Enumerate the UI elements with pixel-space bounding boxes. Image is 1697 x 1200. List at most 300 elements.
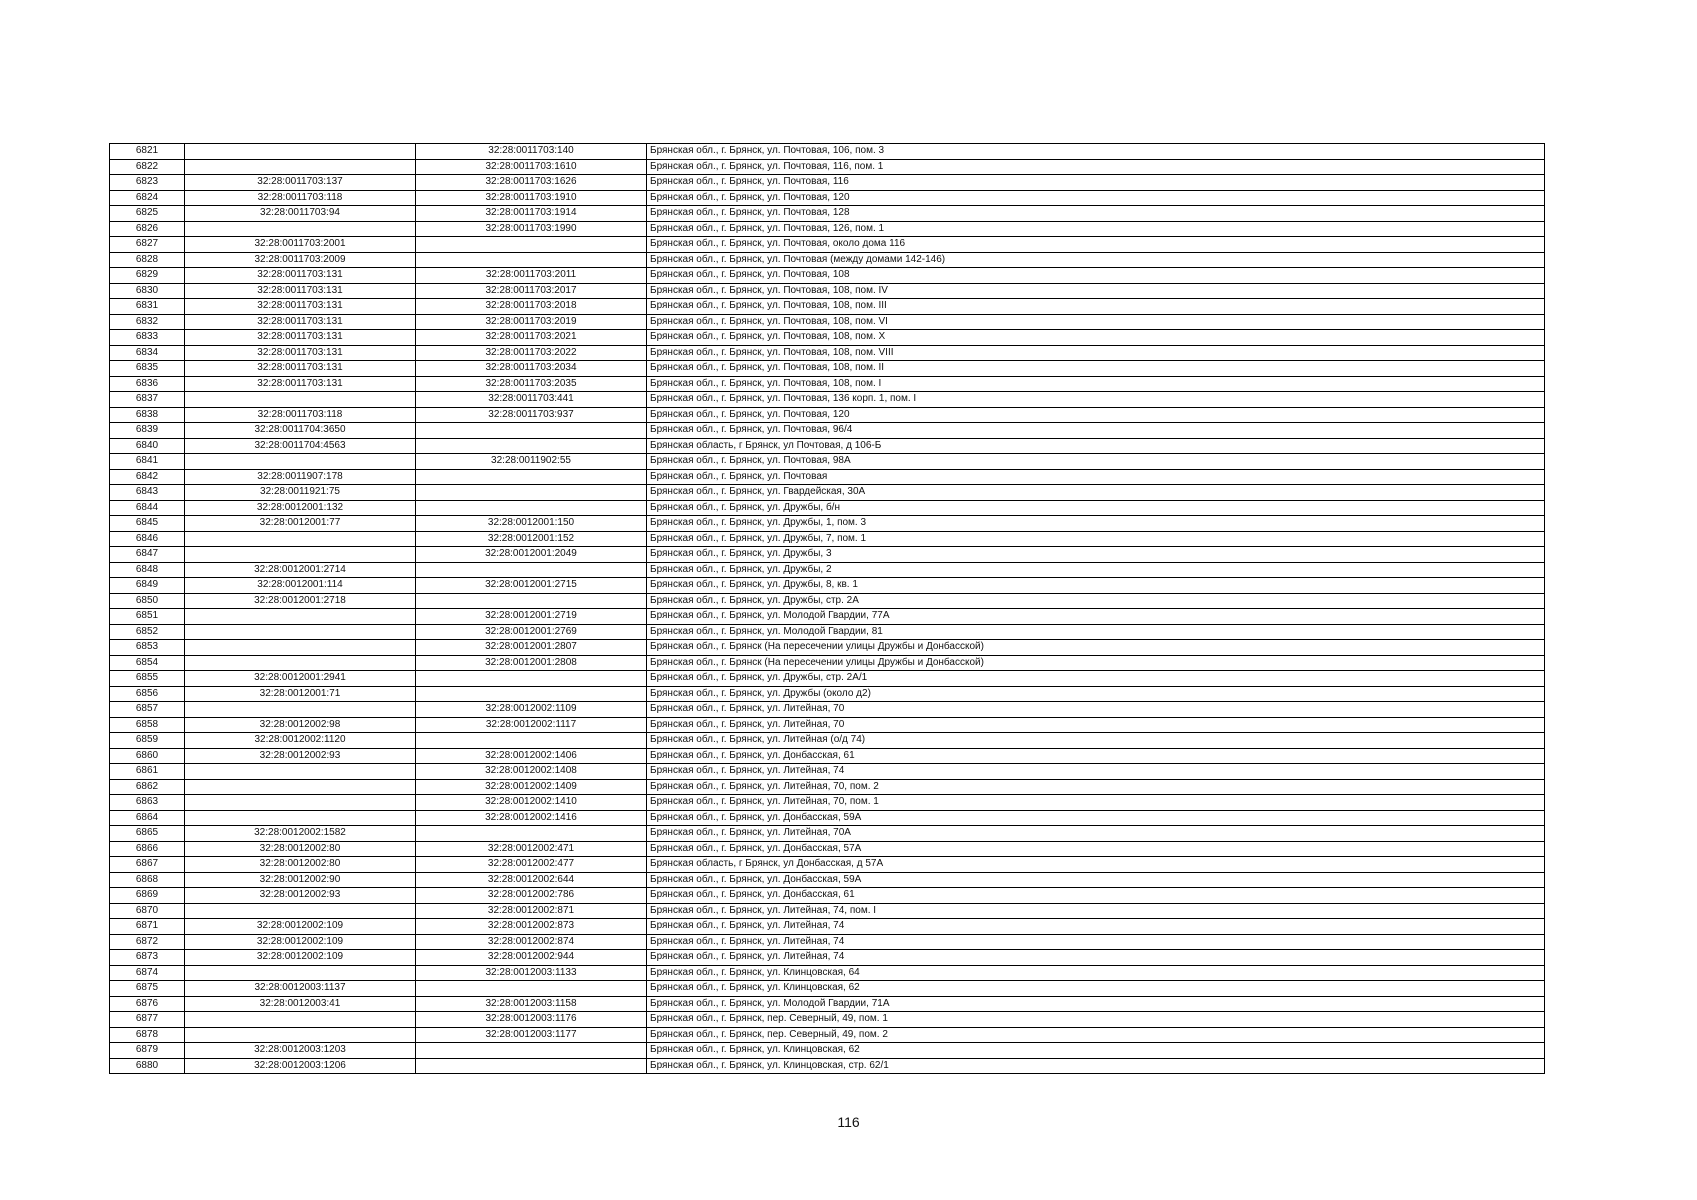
address-cell: Брянская обл., г. Брянск, ул. Дружбы, 3 — [647, 547, 1545, 563]
table-row — [110, 547, 1545, 563]
table-row — [110, 175, 1545, 191]
row-number-cell: 6873 — [110, 950, 185, 966]
object-cadastral-cell: 32:28:0011703:1610 — [416, 159, 647, 175]
row-number-cell: 6864 — [110, 810, 185, 826]
table-row — [110, 516, 1545, 532]
object-cadastral-cell: 32:28:0012001:2049 — [416, 547, 647, 563]
parcel-cadastral-cell: 32:28:0011907:178 — [185, 469, 416, 485]
row-number-cell: 6861 — [110, 764, 185, 780]
object-cadastral-cell: 32:28:0012002:471 — [416, 841, 647, 857]
parcel-cadastral-cell: 32:28:0011703:131 — [185, 268, 416, 284]
object-cadastral-cell — [416, 237, 647, 253]
object-cadastral-cell — [416, 485, 647, 501]
object-cadastral-cell: 32:28:0011703:1910 — [416, 190, 647, 206]
parcel-cadastral-cell: 32:28:0011704:3650 — [185, 423, 416, 439]
address-cell: Брянская обл., г. Брянск, ул. Молодой Гвардии, 77А — [647, 609, 1545, 625]
row-number-cell: 6835 — [110, 361, 185, 377]
address-cell: Брянская обл., г. Брянск (На пересечении улицы Дружбы и Донбасской) — [647, 655, 1545, 671]
table-row — [110, 268, 1545, 284]
row-number-cell: 6853 — [110, 640, 185, 656]
table-row — [110, 221, 1545, 237]
table-row — [110, 826, 1545, 842]
table-row — [110, 345, 1545, 361]
row-number-cell: 6869 — [110, 888, 185, 904]
object-cadastral-cell — [416, 686, 647, 702]
table-row — [110, 206, 1545, 222]
table-row — [110, 531, 1545, 547]
object-cadastral-cell: 32:28:0012002:477 — [416, 857, 647, 873]
parcel-cadastral-cell: 32:28:0012002:80 — [185, 857, 416, 873]
table-row — [110, 702, 1545, 718]
row-number-cell: 6849 — [110, 578, 185, 594]
address-cell: Брянская обл., г. Брянск, ул. Литейная, 70, пом. 2 — [647, 779, 1545, 795]
row-number-cell: 6856 — [110, 686, 185, 702]
row-number-cell: 6823 — [110, 175, 185, 191]
object-cadastral-cell — [416, 469, 647, 485]
address-cell: Брянская обл., г. Брянск, ул. Клинцовская, 62 — [647, 981, 1545, 997]
page-number: 116 — [837, 1114, 860, 1130]
parcel-cadastral-cell — [185, 159, 416, 175]
parcel-cadastral-cell — [185, 779, 416, 795]
address-cell: Брянская обл., г. Брянск, ул. Почтовая, 108, пом. X — [647, 330, 1545, 346]
row-number-cell: 6828 — [110, 252, 185, 268]
table-row — [110, 609, 1545, 625]
address-cell: Брянская область, г Брянск, ул Почтовая, д 106-Б — [647, 438, 1545, 454]
parcel-cadastral-cell: 32:28:0011921:75 — [185, 485, 416, 501]
object-cadastral-cell: 32:28:0012001:152 — [416, 531, 647, 547]
object-cadastral-cell: 32:28:0011703:2018 — [416, 299, 647, 315]
object-cadastral-cell: 32:28:0011703:1626 — [416, 175, 647, 191]
row-number-cell: 6855 — [110, 671, 185, 687]
address-cell: Брянская обл., г. Брянск, ул. Почтовая (между домами 142-146) — [647, 252, 1545, 268]
row-number-cell: 6857 — [110, 702, 185, 718]
row-number-cell: 6836 — [110, 376, 185, 392]
object-cadastral-cell: 32:28:0012003:1177 — [416, 1027, 647, 1043]
row-number-cell: 6870 — [110, 903, 185, 919]
table-row — [110, 330, 1545, 346]
row-number-cell: 6829 — [110, 268, 185, 284]
parcel-cadastral-cell: 32:28:0011703:131 — [185, 361, 416, 377]
row-number-cell: 6880 — [110, 1058, 185, 1074]
row-number-cell: 6872 — [110, 934, 185, 950]
table-row — [110, 392, 1545, 408]
address-cell: Брянская обл., г. Брянск, ул. Молодой Гвардии, 81 — [647, 624, 1545, 640]
table-row — [110, 624, 1545, 640]
table-row — [110, 764, 1545, 780]
row-number-cell: 6852 — [110, 624, 185, 640]
table-row — [110, 252, 1545, 268]
address-cell: Брянская обл., г. Брянск, ул. Почтовая, 108, пом. VI — [647, 314, 1545, 330]
row-number-cell: 6875 — [110, 981, 185, 997]
parcel-cadastral-cell — [185, 531, 416, 547]
parcel-cadastral-cell: 32:28:0011703:118 — [185, 407, 416, 423]
object-cadastral-cell: 32:28:0012001:150 — [416, 516, 647, 532]
parcel-cadastral-cell — [185, 810, 416, 826]
table-row — [110, 299, 1545, 315]
object-cadastral-cell: 32:28:0011703:1990 — [416, 221, 647, 237]
object-cadastral-cell — [416, 981, 647, 997]
parcel-cadastral-cell — [185, 454, 416, 470]
row-number-cell: 6824 — [110, 190, 185, 206]
object-cadastral-cell: 32:28:0011703:2011 — [416, 268, 647, 284]
table-row — [110, 655, 1545, 671]
parcel-cadastral-cell: 32:28:0012003:1203 — [185, 1043, 416, 1059]
row-number-cell: 6839 — [110, 423, 185, 439]
object-cadastral-cell — [416, 1043, 647, 1059]
object-cadastral-cell: 32:28:0012002:944 — [416, 950, 647, 966]
table-row — [110, 919, 1545, 935]
table-row — [110, 314, 1545, 330]
table-row — [110, 779, 1545, 795]
address-cell: Брянская обл., г. Брянск, ул. Почтовая, 106, пом. 3 — [647, 144, 1545, 160]
address-cell: Брянская обл., г. Брянск, ул. Клинцовская, 62 — [647, 1043, 1545, 1059]
parcel-cadastral-cell: 32:28:0011703:131 — [185, 376, 416, 392]
row-number-cell: 6832 — [110, 314, 185, 330]
object-cadastral-cell: 32:28:0012002:1408 — [416, 764, 647, 780]
object-cadastral-cell: 32:28:0012002:1406 — [416, 748, 647, 764]
table-row — [110, 562, 1545, 578]
object-cadastral-cell: 32:28:0012003:1158 — [416, 996, 647, 1012]
parcel-cadastral-cell: 32:28:0011703:131 — [185, 314, 416, 330]
address-cell: Брянская обл., г. Брянск, ул. Почтовая, 116 — [647, 175, 1545, 191]
table-row — [110, 1027, 1545, 1043]
object-cadastral-cell — [416, 593, 647, 609]
object-cadastral-cell: 32:28:0012001:2719 — [416, 609, 647, 625]
object-cadastral-cell: 32:28:0012002:1109 — [416, 702, 647, 718]
parcel-cadastral-cell — [185, 144, 416, 160]
row-number-cell: 6844 — [110, 500, 185, 516]
parcel-cadastral-cell — [185, 795, 416, 811]
row-number-cell: 6842 — [110, 469, 185, 485]
table-row — [110, 469, 1545, 485]
row-number-cell: 6843 — [110, 485, 185, 501]
table-row — [110, 1043, 1545, 1059]
address-cell: Брянская обл., г. Брянск, ул. Литейная, 70, пом. 1 — [647, 795, 1545, 811]
object-cadastral-cell: 32:28:0012002:873 — [416, 919, 647, 935]
parcel-cadastral-cell — [185, 609, 416, 625]
address-cell: Брянская обл., г. Брянск, ул. Клинцовская, 64 — [647, 965, 1545, 981]
table-row — [110, 671, 1545, 687]
address-cell: Брянская обл., г. Брянск, ул. Литейная, 74 — [647, 934, 1545, 950]
parcel-cadastral-cell — [185, 965, 416, 981]
parcel-cadastral-cell: 32:28:0011703:118 — [185, 190, 416, 206]
address-cell: Брянская обл., г. Брянск, ул. Донбасская, 61 — [647, 888, 1545, 904]
table-row — [110, 593, 1545, 609]
address-cell: Брянская область, г Брянск, ул Донбасская, д 57А — [647, 857, 1545, 873]
address-cell: Брянская обл., г. Брянск, ул. Дружбы, стр. 2А — [647, 593, 1545, 609]
parcel-cadastral-cell: 32:28:0012001:132 — [185, 500, 416, 516]
address-cell: Брянская обл., г. Брянск, ул. Почтовая, около дома 116 — [647, 237, 1545, 253]
row-number-cell: 6831 — [110, 299, 185, 315]
row-number-cell: 6851 — [110, 609, 185, 625]
parcel-cadastral-cell — [185, 764, 416, 780]
parcel-cadastral-cell: 32:28:0012002:98 — [185, 717, 416, 733]
table-row — [110, 144, 1545, 160]
row-number-cell: 6877 — [110, 1012, 185, 1028]
address-cell: Брянская обл., г. Брянск, ул. Литейная, 74, пом. I — [647, 903, 1545, 919]
address-cell: Брянская обл., г. Брянск, ул. Литейная, 70 — [647, 717, 1545, 733]
object-cadastral-cell: 32:28:0011703:140 — [416, 144, 647, 160]
object-cadastral-cell: 32:28:0012002:786 — [416, 888, 647, 904]
address-cell: Брянская обл., г. Брянск, ул. Почтовая, 126, пом. 1 — [647, 221, 1545, 237]
parcel-cadastral-cell: 32:28:0012003:41 — [185, 996, 416, 1012]
parcel-cadastral-cell: 32:28:0012001:114 — [185, 578, 416, 594]
address-cell: Брянская обл., г. Брянск, ул. Почтовая, 120 — [647, 190, 1545, 206]
parcel-cadastral-cell — [185, 903, 416, 919]
parcel-cadastral-cell: 32:28:0012002:93 — [185, 748, 416, 764]
table-row — [110, 903, 1545, 919]
table-row — [110, 237, 1545, 253]
parcel-cadastral-cell: 32:28:0012002:1120 — [185, 733, 416, 749]
address-cell: Брянская обл., г. Брянск, ул. Гвардейская, 30А — [647, 485, 1545, 501]
table-row — [110, 578, 1545, 594]
parcel-cadastral-cell — [185, 702, 416, 718]
address-cell: Брянская обл., г. Брянск, ул. Почтовая, 116, пом. 1 — [647, 159, 1545, 175]
address-cell: Брянская обл., г. Брянск, ул. Почтовая, 128 — [647, 206, 1545, 222]
object-cadastral-cell — [416, 733, 647, 749]
table-row — [110, 686, 1545, 702]
parcel-cadastral-cell: 32:28:0012001:2714 — [185, 562, 416, 578]
parcel-cadastral-cell: 32:28:0011703:131 — [185, 283, 416, 299]
table-row — [110, 190, 1545, 206]
address-cell: Брянская обл., г. Брянск, ул. Донбасская, 61 — [647, 748, 1545, 764]
parcel-cadastral-cell — [185, 547, 416, 563]
row-number-cell: 6840 — [110, 438, 185, 454]
object-cadastral-cell: 32:28:0012001:2808 — [416, 655, 647, 671]
object-cadastral-cell: 32:28:0012001:2715 — [416, 578, 647, 594]
object-cadastral-cell: 32:28:0011703:2021 — [416, 330, 647, 346]
table-row — [110, 981, 1545, 997]
row-number-cell: 6866 — [110, 841, 185, 857]
table-row — [110, 810, 1545, 826]
address-cell: Брянская обл., г. Брянск, ул. Литейная, 70 — [647, 702, 1545, 718]
object-cadastral-cell — [416, 1058, 647, 1074]
row-number-cell: 6850 — [110, 593, 185, 609]
address-cell: Брянская обл., г. Брянск, ул. Почтовая, 108, пом. I — [647, 376, 1545, 392]
parcel-cadastral-cell: 32:28:0011704:4563 — [185, 438, 416, 454]
table-row — [110, 376, 1545, 392]
row-number-cell: 6868 — [110, 872, 185, 888]
table-row — [110, 872, 1545, 888]
object-cadastral-cell: 32:28:0011703:2019 — [416, 314, 647, 330]
address-cell: Брянская обл., г. Брянск, ул. Почтовая, 136 корп. 1, пом. I — [647, 392, 1545, 408]
table-row — [110, 748, 1545, 764]
address-cell: Брянская обл., г. Брянск, ул. Дружбы (около д2) — [647, 686, 1545, 702]
row-number-cell: 6834 — [110, 345, 185, 361]
parcel-cadastral-cell: 32:28:0012001:2718 — [185, 593, 416, 609]
address-cell: Брянская обл., г. Брянск, пер. Северный, 49, пом. 2 — [647, 1027, 1545, 1043]
address-cell: Брянская обл., г. Брянск, ул. Дружбы, стр. 2А/1 — [647, 671, 1545, 687]
row-number-cell: 6830 — [110, 283, 185, 299]
parcel-cadastral-cell: 32:28:0012001:2941 — [185, 671, 416, 687]
object-cadastral-cell: 32:28:0011703:2035 — [416, 376, 647, 392]
parcel-cadastral-cell — [185, 655, 416, 671]
table-row — [110, 454, 1545, 470]
parcel-cadastral-cell: 32:28:0011703:131 — [185, 345, 416, 361]
table-row — [110, 283, 1545, 299]
row-number-cell: 6859 — [110, 733, 185, 749]
parcel-cadastral-cell: 32:28:0011703:131 — [185, 330, 416, 346]
parcel-cadastral-cell: 32:28:0012002:1582 — [185, 826, 416, 842]
object-cadastral-cell — [416, 423, 647, 439]
row-number-cell: 6837 — [110, 392, 185, 408]
parcel-cadastral-cell: 32:28:0012001:71 — [185, 686, 416, 702]
object-cadastral-cell: 32:28:0012003:1176 — [416, 1012, 647, 1028]
row-number-cell: 6845 — [110, 516, 185, 532]
address-cell: Брянская обл., г. Брянск, ул. Почтовая, 108, пом. VIII — [647, 345, 1545, 361]
table-row — [110, 857, 1545, 873]
address-cell: Брянская обл., г. Брянск, ул. Клинцовская, стр. 62/1 — [647, 1058, 1545, 1074]
row-number-cell: 6863 — [110, 795, 185, 811]
address-cell: Брянская обл., г. Брянск, ул. Почтовая, 120 — [647, 407, 1545, 423]
row-number-cell: 6826 — [110, 221, 185, 237]
object-cadastral-cell: 32:28:0012002:1416 — [416, 810, 647, 826]
table-row — [110, 361, 1545, 377]
address-cell: Брянская обл., г. Брянск, ул. Почтовая, 108, пом. III — [647, 299, 1545, 315]
address-cell: Брянская обл., г. Брянск, ул. Дружбы, 8, кв. 1 — [647, 578, 1545, 594]
parcel-cadastral-cell: 32:28:0012002:90 — [185, 872, 416, 888]
address-cell: Брянская обл., г. Брянск, ул. Почтовая — [647, 469, 1545, 485]
table-row — [110, 717, 1545, 733]
row-number-cell: 6862 — [110, 779, 185, 795]
table-row — [110, 733, 1545, 749]
object-cadastral-cell — [416, 671, 647, 687]
row-number-cell: 6848 — [110, 562, 185, 578]
address-cell: Брянская обл., г. Брянск, ул. Почтовая, 108, пом. II — [647, 361, 1545, 377]
parcel-cadastral-cell: 32:28:0011703:2001 — [185, 237, 416, 253]
parcel-cadastral-cell: 32:28:0011703:131 — [185, 299, 416, 315]
object-cadastral-cell: 32:28:0012002:644 — [416, 872, 647, 888]
row-number-cell: 6865 — [110, 826, 185, 842]
row-number-cell: 6871 — [110, 919, 185, 935]
address-cell: Брянская обл., г. Брянск, ул. Молодой Гвардии, 71А — [647, 996, 1545, 1012]
row-number-cell: 6821 — [110, 144, 185, 160]
parcel-cadastral-cell — [185, 1012, 416, 1028]
row-number-cell: 6825 — [110, 206, 185, 222]
address-cell: Брянская обл., г. Брянск, ул. Литейная, 74 — [647, 919, 1545, 935]
table-row — [110, 485, 1545, 501]
row-number-cell: 6854 — [110, 655, 185, 671]
registry-table — [109, 143, 1545, 1074]
table-row — [110, 407, 1545, 423]
address-cell: Брянская обл., г. Брянск, ул. Литейная, 70А — [647, 826, 1545, 842]
address-cell: Брянская обл., г. Брянск, ул. Донбасская, 59А — [647, 872, 1545, 888]
address-cell: Брянская обл., г. Брянск, ул. Почтовая, 98А — [647, 454, 1545, 470]
address-cell: Брянская обл., г. Брянск, ул. Почтовая, 108 — [647, 268, 1545, 284]
parcel-cadastral-cell: 32:28:0012002:80 — [185, 841, 416, 857]
object-cadastral-cell: 32:28:0012002:1117 — [416, 717, 647, 733]
row-number-cell: 6846 — [110, 531, 185, 547]
address-cell: Брянская обл., г. Брянск, ул. Литейная (о/д 74) — [647, 733, 1545, 749]
table-row — [110, 934, 1545, 950]
object-cadastral-cell: 32:28:0012002:874 — [416, 934, 647, 950]
object-cadastral-cell: 32:28:0011703:441 — [416, 392, 647, 408]
object-cadastral-cell — [416, 252, 647, 268]
row-number-cell: 6879 — [110, 1043, 185, 1059]
object-cadastral-cell: 32:28:0012002:1409 — [416, 779, 647, 795]
table-row — [110, 965, 1545, 981]
table-row — [110, 996, 1545, 1012]
registry-table-body — [110, 144, 1545, 1074]
row-number-cell: 6876 — [110, 996, 185, 1012]
address-cell: Брянская обл., г. Брянск, ул. Дружбы, 7, пом. 1 — [647, 531, 1545, 547]
address-cell: Брянская обл., г. Брянск, пер. Северный, 49, пом. 1 — [647, 1012, 1545, 1028]
parcel-cadastral-cell: 32:28:0012003:1206 — [185, 1058, 416, 1074]
parcel-cadastral-cell — [185, 1027, 416, 1043]
row-number-cell: 6827 — [110, 237, 185, 253]
parcel-cadastral-cell: 32:28:0011703:94 — [185, 206, 416, 222]
table-row — [110, 500, 1545, 516]
parcel-cadastral-cell — [185, 392, 416, 408]
table-row — [110, 423, 1545, 439]
parcel-cadastral-cell: 32:28:0012002:109 — [185, 950, 416, 966]
row-number-cell: 6841 — [110, 454, 185, 470]
table-row — [110, 438, 1545, 454]
object-cadastral-cell — [416, 826, 647, 842]
row-number-cell: 6838 — [110, 407, 185, 423]
address-cell: Брянская обл., г. Брянск, ул. Литейная, 74 — [647, 764, 1545, 780]
table-row — [110, 795, 1545, 811]
object-cadastral-cell — [416, 562, 647, 578]
table-row — [110, 841, 1545, 857]
object-cadastral-cell: 32:28:0011703:1914 — [416, 206, 647, 222]
table-row — [110, 888, 1545, 904]
address-cell: Брянская обл., г. Брянск, ул. Дружбы, 1, пом. 3 — [647, 516, 1545, 532]
object-cadastral-cell: 32:28:0011703:937 — [416, 407, 647, 423]
address-cell: Брянская обл., г. Брянск (На пересечении улицы Дружбы и Донбасской) — [647, 640, 1545, 656]
object-cadastral-cell: 32:28:0012001:2769 — [416, 624, 647, 640]
parcel-cadastral-cell — [185, 624, 416, 640]
parcel-cadastral-cell: 32:28:0012001:77 — [185, 516, 416, 532]
address-cell: Брянская обл., г. Брянск, ул. Донбасская, 59А — [647, 810, 1545, 826]
object-cadastral-cell: 32:28:0011703:2022 — [416, 345, 647, 361]
table-row — [110, 640, 1545, 656]
address-cell: Брянская обл., г. Брянск, ул. Почтовая, 96/4 — [647, 423, 1545, 439]
address-cell: Брянская обл., г. Брянск, ул. Дружбы, б/н — [647, 500, 1545, 516]
row-number-cell: 6833 — [110, 330, 185, 346]
table-row — [110, 1058, 1545, 1074]
row-number-cell: 6860 — [110, 748, 185, 764]
object-cadastral-cell: 32:28:0011703:2034 — [416, 361, 647, 377]
row-number-cell: 6878 — [110, 1027, 185, 1043]
address-cell: Брянская обл., г. Брянск, ул. Литейная, 74 — [647, 950, 1545, 966]
address-cell: Брянская обл., г. Брянск, ул. Донбасская, 57А — [647, 841, 1545, 857]
object-cadastral-cell: 32:28:0012002:871 — [416, 903, 647, 919]
object-cadastral-cell: 32:28:0012001:2807 — [416, 640, 647, 656]
row-number-cell: 6874 — [110, 965, 185, 981]
parcel-cadastral-cell: 32:28:0012002:109 — [185, 919, 416, 935]
parcel-cadastral-cell: 32:28:0011703:137 — [185, 175, 416, 191]
object-cadastral-cell — [416, 438, 647, 454]
row-number-cell: 6858 — [110, 717, 185, 733]
object-cadastral-cell: 32:28:0011703:2017 — [416, 283, 647, 299]
table-row — [110, 950, 1545, 966]
table-row — [110, 1012, 1545, 1028]
row-number-cell: 6847 — [110, 547, 185, 563]
object-cadastral-cell: 32:28:0012003:1133 — [416, 965, 647, 981]
table-row — [110, 159, 1545, 175]
parcel-cadastral-cell — [185, 221, 416, 237]
parcel-cadastral-cell: 32:28:0011703:2009 — [185, 252, 416, 268]
object-cadastral-cell — [416, 500, 647, 516]
object-cadastral-cell: 32:28:0012002:1410 — [416, 795, 647, 811]
parcel-cadastral-cell: 32:28:0012002:93 — [185, 888, 416, 904]
parcel-cadastral-cell — [185, 640, 416, 656]
address-cell: Брянская обл., г. Брянск, ул. Почтовая, 108, пом. IV — [647, 283, 1545, 299]
row-number-cell: 6867 — [110, 857, 185, 873]
address-cell: Брянская обл., г. Брянск, ул. Дружбы, 2 — [647, 562, 1545, 578]
object-cadastral-cell: 32:28:0011902:55 — [416, 454, 647, 470]
